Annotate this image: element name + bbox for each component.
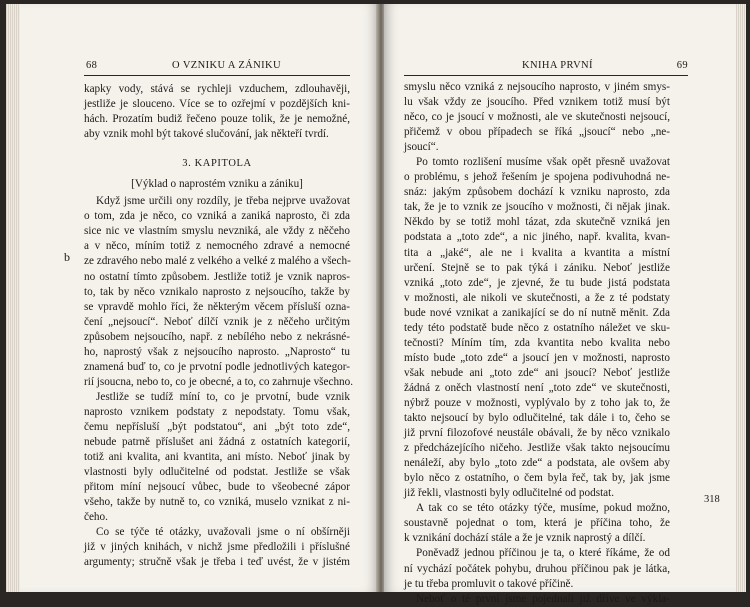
text-line: Poněvadž jednou příčinou je ta, o které říkáme, že od: [416, 547, 670, 560]
text-line: již první filozofové neustále obávali, že by něco vznikalo: [404, 427, 670, 440]
text-line: to, tak by něco vznikalo naprosto z nejsoucího, takže by: [84, 285, 350, 298]
text-line: žádná z oněch vlastností není „toto zde“ ve skutečnosti,: [404, 381, 670, 394]
text-line: hách. Prozatím budiž řečeno pouze tolik, že je nemožné,: [84, 113, 350, 126]
text-line: nýbrž pouze v možnosti, vyplývalo by z toho jak to, že: [404, 396, 670, 409]
margin-marker: 318: [704, 494, 720, 505]
margin-marker: b: [64, 250, 70, 264]
text-line: tečnosti? Míním tím, zda kvantita nebo kvalita nebo: [404, 336, 670, 349]
text-line: znamená buď to, co je prvotní podle jednotlivých kategor-: [84, 360, 350, 373]
text-line: bylo něco z ostatního, o čem byla řeč, tak by, jak jsme: [404, 472, 670, 485]
text-line: argumenty; stručně však je třeba i teď uvést, že v jistém: [84, 556, 350, 569]
text-line: tak, že je to vznik ze jsoucího v možnosti, či nějak jinak.: [404, 201, 670, 214]
text-line: Když jsme určili ony rozdíly, je třeba nejprve uvažovat: [96, 195, 350, 208]
text-line: rií jsoucna, nebo to, co je obecné, a to, co zahrnuje všechno.: [84, 375, 354, 388]
text-line: Neboť o té první jsme pojednali již dříve ve výkla-: [416, 592, 670, 605]
text-line: ho, naprostý však z nejsoucího naprosto. „Naprosto“ tu: [84, 345, 350, 358]
left-page-number: 68: [86, 60, 98, 71]
page-edges-left: [6, 4, 20, 592]
text-line: ní vychází počátek pohybu, druhou příčinou pak je látka,: [404, 562, 670, 575]
text-line: Co se týče té otázky, uvažovali jsme o ní obšírněji: [96, 526, 350, 539]
page-edges-right: [736, 4, 746, 592]
text-line: v možnosti, ale nikoli ve skutečnosti, a že z té podstaty: [404, 291, 670, 304]
text-line: podstata a „toto zde“, a nic jiného, např. kvalita, kvan-: [404, 231, 670, 244]
text-line: lu však vždy ze jsoucího. Před vznikem totiž musí být: [404, 96, 670, 109]
text-line: přičemž v obou případech se říká „jsoucí“ nebo „ne-: [404, 126, 670, 139]
paragraph: [404, 501, 670, 546]
text-line: čeho.: [84, 511, 108, 524]
text-line: něco, co je jsoucí v možnosti, ale ve skutečnosti nejsoucí,: [404, 111, 670, 124]
text-line: jestliže je slouceno. Více se to ozřejmí v pozdějších kni-: [84, 98, 350, 111]
paragraph: [404, 592, 670, 607]
text-line: Někdo by se totiž mohl tázat, zda skutečně vzniká jen: [404, 216, 670, 229]
text-line: přitom míní nejsoucí vůbec, bude to všeobecné zápor: [84, 481, 350, 494]
chapter-subtitle: [Výklad o naprostém vzniku a zániku]: [131, 178, 303, 191]
paragraph: [84, 525, 350, 570]
text-line: vlastnosti byly odlučitelné od podstat. Jestliže se však: [84, 466, 350, 479]
right-page: [384, 4, 736, 605]
text-line: soustavně pojednat o tom, která je příčina toho, že: [404, 517, 670, 530]
text-line: k vznikání dochází stále a že je vznik naprostý a dílčí.: [404, 532, 646, 545]
right-running-title: KNIHA PRVNÍ: [522, 60, 593, 71]
chapter-heading: 3. KAPITOLA: [182, 158, 252, 170]
text-line: o tom, zda je něco, co vzniká a zaniká naprosto, či zda: [84, 210, 350, 223]
right-page-number: 69: [676, 60, 688, 71]
text-line: bude nové vznikat a zanikající se do ní nutně měnit. Zda: [404, 306, 670, 319]
text-line: čení „nejsoucí“. Neboť dílčí vznik je z něčeho určitým: [84, 315, 350, 328]
paragraph: [84, 194, 354, 390]
text-line: je tu třeba promluvit o takové příčině.: [404, 577, 574, 590]
text-line: místo bude „toto zde“ a jsoucí jen v možnosti, naprosto: [404, 351, 670, 364]
text-line: se vpravdě mohlo říci, že některým věcem přísluší ozna-: [84, 300, 350, 313]
text-line: nenáleží, aby bylo „toto zde“ a podstata, ale ovšem aby: [404, 457, 670, 470]
header-rule: [84, 75, 350, 76]
text-line: způsobem nejsoucího, např. z nebílého nebo z nekrásné-: [84, 330, 350, 343]
text-line: všeho, takže by nutně to, co vzniká, muselo vznikat z ni-: [84, 496, 350, 509]
text-line: kapky vody, stává se rychleji vzduchem, zdlouhavěji,: [84, 83, 350, 95]
text-line: již v jiných knihách, v nichž jsme předložili i příslušné: [84, 541, 350, 554]
text-line: tedy této podstatě bude něco z ostatního náležet ve sku-: [404, 321, 670, 334]
paragraph: [84, 390, 350, 525]
text-line: jsoucí“.: [404, 141, 439, 154]
text-line: určení. Stejně se to pak týká i zániku. Neboť jestliže: [404, 261, 670, 274]
text-line: nebude patrně příslušet ani žádná z ostatních kategorií,: [84, 436, 350, 449]
text-line: aby vznik mohl být takové slučování, jak někteří tvrdí.: [84, 128, 329, 141]
text-line: snáz: jakým způsobem dochází k vzniku naprosto, zda: [404, 186, 670, 199]
book-spread: [6, 4, 746, 605]
text-line: a v něco, míním totiž z nemocného zdravé a nemocné: [84, 240, 350, 253]
paragraph: [84, 82, 350, 142]
text-line: čemu nepřísluší „být podstatou“, ani „být toto zde“,: [84, 420, 350, 433]
paragraph: [404, 155, 670, 501]
text-line: o problému, s jehož řešením je spojena podivuhodná ne-: [404, 171, 670, 184]
text-line: takto nejsoucí by bylo odlučitelné, tak dále i to, čeho se: [404, 412, 670, 425]
text-line: Po tomto rozlišení musíme však opět přesně uvažovat: [416, 156, 670, 169]
text-line: no ostatní tímto způsobem. Jestliže totiž je vznik napros-: [84, 270, 350, 283]
paragraph: [404, 80, 670, 155]
text-line: však nebude ani „toto zde“ ani jsoucí? Neboť jestliže: [404, 366, 670, 379]
text-line: A tak co se této otázky týče, musíme, pokud možno,: [416, 502, 670, 515]
left-running-title: O VZNIKU A ZÁNIKU: [172, 60, 281, 71]
text-line: již řekli, vlastnosti byly odlučitelné od podstat.: [404, 487, 615, 500]
text-line: ze zdravého nebo malé z velkého a velké z malého a všech-: [84, 255, 351, 268]
text-line: naprosto vznikem podstaty z nepodstaty. Tomu však,: [84, 405, 350, 418]
text-line: tita a „jaké“, ale ne i kvalita a kvantita a místní: [404, 246, 670, 259]
text-line: vzniká „toto zde“, je zjevné, že tu bude jistá podstata: [404, 276, 670, 289]
header-rule: [404, 75, 688, 76]
left-page: [20, 4, 378, 592]
text-line: sice nic ve vlastním smyslu nevzniká, ale vždy z něčeho: [84, 225, 350, 238]
text-line: smyslu něco vzniká z nejsoucího naprosto, v jiném smys-: [404, 81, 670, 93]
text-line: Jestliže se tudíž míní to, co je prvotní, bude vznik: [96, 390, 350, 403]
text-line: totiž ani kvalita, ani kvantita, ani místo. Neboť jinak by: [84, 451, 350, 464]
right-body-text: [404, 80, 670, 607]
text-line: z předcházejícího ničeho. Jestliže však takto nejsoucímu: [404, 442, 670, 455]
paragraph: [404, 546, 670, 591]
left-body-text: [84, 82, 354, 570]
